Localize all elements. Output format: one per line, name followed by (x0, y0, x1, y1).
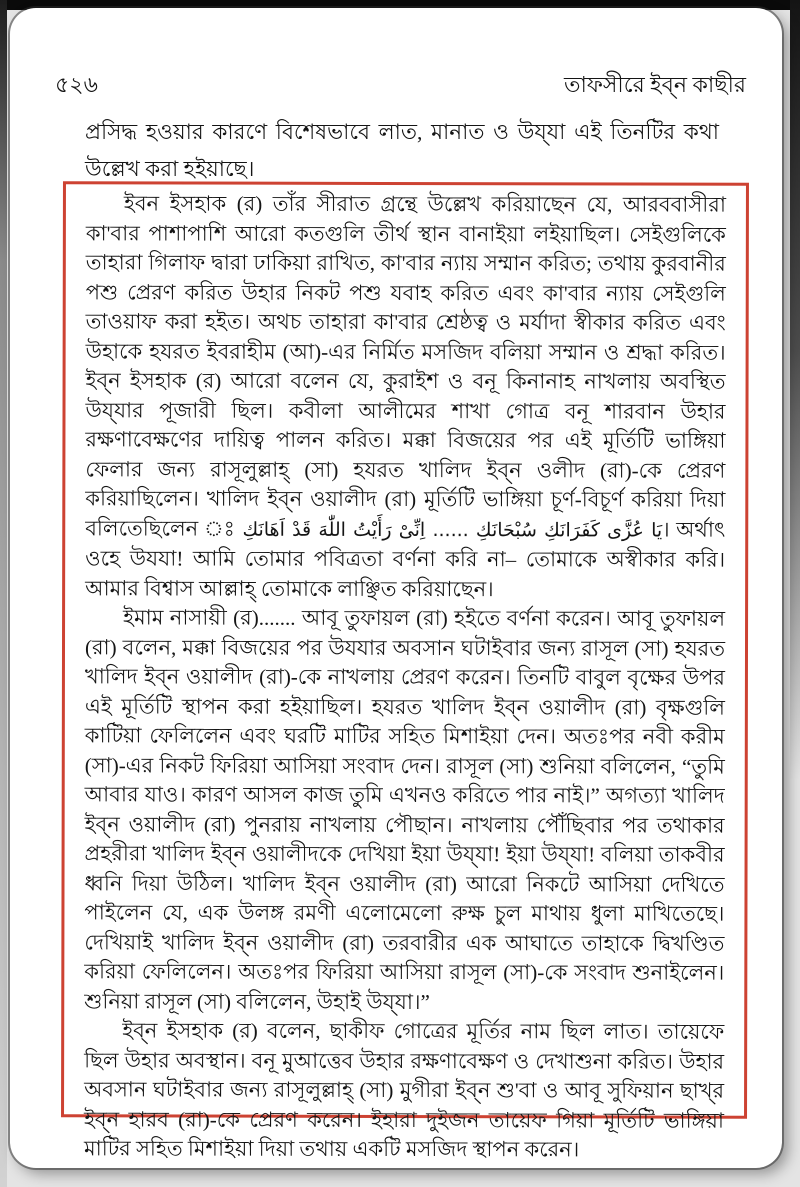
bengali-text: ইবন ইসহাক (র) তাঁর সীরাত গ্রন্থে উল্লেখ করিয়াছেন যে, আরববাসীরা কা'বার পাশাপাশি আরো কতগুলি তীর্থ স্থান বানাইয়া লইয়াছিল। সেইগুলিকে তাহারা গিলাফ দ্বারা ঢাকিয়া রাখিত, কা'বার ন্যায় সম্মান করিত; তথায় কুরবানীর পশু প্রেরণ করিত উহার নিকট পশু যবাহ করিত এবং কা'বার ন্যায় সেইগুলি তাওয়াফ করা হইত। অথচ তাহারা কা'বার শ্রেষ্ঠত্ব ও মর্যাদা স্বীকার করিত এবং উহাকে হযরত ইবরাহীম (আ)-এর নির্মিত মসজিদ বলিয়া সম্মান ও শ্রদ্ধা করিত। ইব্‌ন ইসহাক (র) আরো বলেন যে, কুরাইশ ও বনূ কিনানাহ নাখলায় অবস্থিত উয্‌যার পূজারী ছিল। কবীলা আলীমের শাখা গোত্র বনূ শারবান উহার রক্ষণাবেক্ষণের দায়িত্ব পালন করিত। মক্কা বিজয়ের পর এই মূর্তিটি ভাঙ্গিয়া ফেলার জন্য রাসূলুল্লাহ্‌ (সা) হযরত খালিদ ইব্‌ন ওলীদ (রা)-কে প্রেরণ করিয়াছিলেন। খালিদ ইব্‌ন ওয়ালীদ (রা) মূর্তিটি ভাঙ্গিয়া চূর্ণ-বিচূর্ণ করিয়া দিয়া বলিতেছিলেন ঃ (85, 191, 726, 541)
page-sheet (10, 8, 782, 1168)
page-number: ৫২৬ (55, 72, 98, 97)
bengali-text: ইব্‌ন ইসহাক (র) বলেন, ছাকীফ গোত্রের মূর্তির নাম ছিল লাত। তায়েফে ছিল উহার অবস্থান। বনূ মুআত্তেব উহার রক্ষণাবেক্ষণ ও দেখাশুনা করিত। উহার অবসান ঘটাইবার জন্য রাসূলুল্লাহ্‌ (সা) মুগীরা ইব্‌ন শু'বা ও আবূ সুফিয়ান ছাখ্‌র ইব্‌ন হারব (রা)-কে প্রেরণ করেন। ইহারা দুইজন তায়েফ গিয়া মূর্তিটি ভাঙ্গিয়া মাটির সহিত মিশাইয়া দিয়া তথায় একটি মসজিদ স্থাপন করেন। (83, 1018, 725, 1162)
paragraph (85, 189, 726, 604)
scan-right-edge (790, 0, 800, 780)
page-header (55, 68, 746, 105)
intro-paragraph: প্রসিদ্ধ হওয়ার কারণে বিশেষভাবে লাত, মানাত ও উয্‌যা এই তিনটির কথা উল্লেখ করা হইয়াছে। (85, 120, 719, 181)
paragraph (84, 603, 725, 1017)
highlight-box (61, 181, 749, 1162)
arabic-quote: يَا عُزَّى كَفَرَانَكِ سُبْحَانَكِ ...... اِنِّىْ رَأَيْتُ اللّٰهَ قَدْ اَهَانَكِ (242, 518, 663, 542)
bengali-text: । অর্থাৎ ওহে উযযা! আমি তোমার পবিত্রতা বর্ণনা করি না– তোমাকে অস্বীকার করি। আমার বিশ্বাস আল্লাহ্‌ তোমাকে লাঞ্ছিত করিয়াছেন। (85, 517, 726, 601)
bengali-text: ইমাম নাসায়ী (র)....... আবূ তুফায়ল (রা) হইতে বর্ণনা করেন। আবূ তুফায়ল (রা) বলেন, মক্কা বিজয়ের পর উযযার অবসান ঘটাইবার জন্য রাসূল (সা) হযরত খালিদ ইব্‌ন ওয়ালীদ (রা)-কে নাখলায় প্রেরণ করেন। তিনটি বাবুল বৃক্ষের উপর এই মূর্তিটি স্থাপন করা হইয়াছিল। হযরত খালিদ ইব্‌ন ওয়ালীদ (রা) বৃক্ষগুলি কাটিয়া ফেলিলেন এবং ঘরটি মাটির সহিত মিশাইয়া দেন। অতঃপর নবী করীম (সা)-এর নিকট ফিরিয়া আসিয়া সংবাদ দেন। রাসূল (সা) শুনিয়া বলিলেন, “তুমি আবার যাও। কারণ আসল কাজ তুমি এখনও করিতে পার নাই।” অগত্যা খালিদ ইব্‌ন ওয়ালীদ (রা) পুনরায় নাখলায় পৌছান। নাখলায় পৌঁছিবার পর তথাকার প্রহরীরা খালিদ ইব্‌ন ওয়ালীদকে দেখিয়া ইয়া উয্‌যা! ইয়া উয্‌যা! বলিয়া তাকবীর ধ্বনি দিয়া উঠিল। খালিদ ইব্‌ন ওয়ালীদ (রা) আরো নিকটে আসিয়া দেখিতে পাইলেন যে, এক উলঙ্গ রমণী এলোমেলো রুক্ষ চুল মাথায় ধুলা মাখিতেছে। দেখিয়াই খালিদ ইব্‌ন ওয়ালীদ (রা) তরবারীর এক আঘাতে তাহাকে দ্বিখণ্ডিত করিয়া ফেলিলেন। অতঃপর ফিরিয়া আসিয়া রাসূল (সা)-কে সংবাদ শুনাইলেন। শুনিয়া রাসূল (সা) বলিলেন, উহাই উয্‌যা।” (84, 605, 726, 1014)
highlight-box-content (84, 189, 726, 1165)
scan-left-edge (0, 0, 7, 1187)
paragraph (84, 1016, 724, 1165)
book-title: তাফসীরে ইব্‌ন কাছীর (563, 72, 746, 97)
